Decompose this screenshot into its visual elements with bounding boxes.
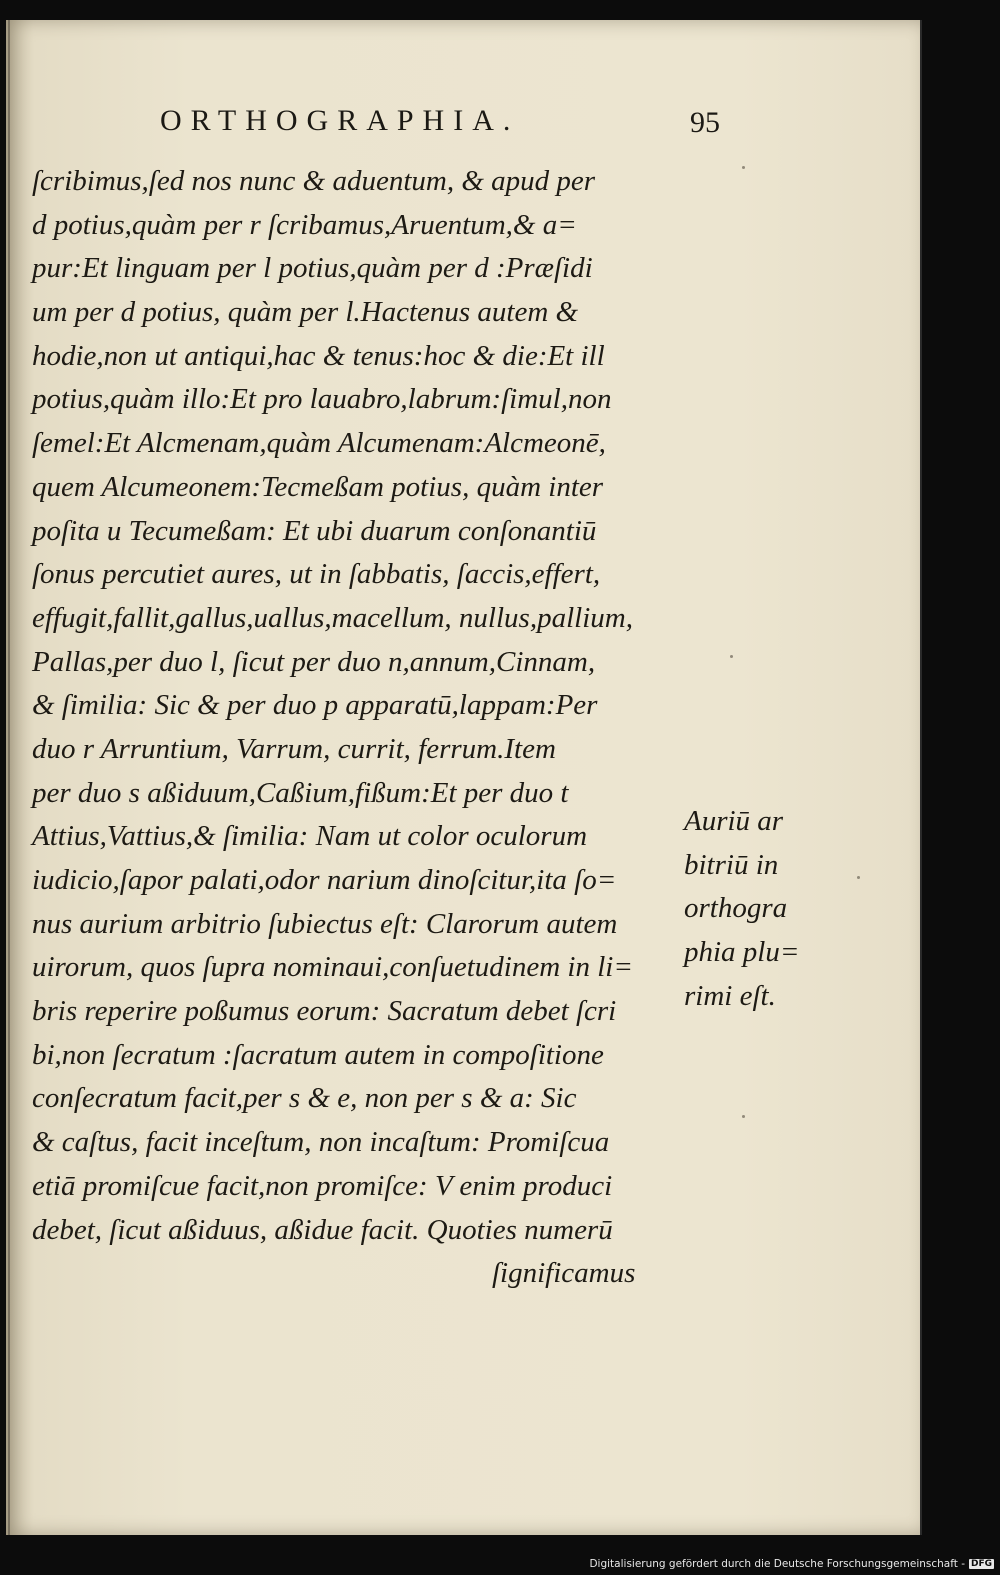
text-line: ſcribimus,ſed nos nunc & aduentum, & apud per <box>32 165 596 197</box>
text-line: potius,quàm illo:Et pro lauabro,labrum:ſimul,non <box>32 383 612 416</box>
page-gutter-edge <box>8 20 10 1535</box>
marginal-note-line: rimi eſt. <box>684 979 776 1012</box>
paper-speck <box>730 655 733 658</box>
text-line: nus aurium arbitrio ſubiectus eſt: Clarorum autem <box>32 907 618 940</box>
marginal-note-line: orthogra <box>684 892 788 925</box>
text-line: & caſtus, facit inceſtum, non incaſtum: Promiſcua <box>32 1126 610 1159</box>
text-line: per duo s aßiduum,Caßium,fißum:Et per duo t <box>32 776 569 809</box>
text-line: bi,non ſecratum :ſacratum autem in compoſitione <box>32 1038 604 1071</box>
marginal-note <box>684 800 824 1018</box>
text-line: effugit,fallit,gallus,uallus,macellum, nullus,pallium, <box>32 601 633 634</box>
text-line: pur:Et linguam per l potius,quàm per d :Præſidi <box>32 252 593 285</box>
text-line: d potius,quàm per r ſcribamus,Aruentum,& a= <box>32 208 577 241</box>
funding-credit-text: Digitalisierung gefördert durch die Deutsche Forschungsgemeinschaft - <box>589 1558 965 1570</box>
text-line: Pallas,per duo l, ſicut per duo n,annum,Cinnam, <box>32 645 596 678</box>
paper-speck <box>742 166 745 169</box>
paper-speck <box>857 876 860 879</box>
text-line: quem Alcumeonem:Tecmeßam potius, quàm inter <box>32 470 604 503</box>
running-title: ORTHOGRAPHIA. <box>160 104 520 137</box>
running-header <box>160 104 720 148</box>
dfg-logo: DFG <box>970 1559 992 1569</box>
text-line: uirorum, quos ſupra nominaui,conſuetudinem in li= <box>32 951 633 984</box>
text-line: poſita u Tecumeßam: Et ubi duarum conſonantiū <box>32 514 597 547</box>
main-text-block <box>32 160 702 1296</box>
marginal-note-line: phia plu= <box>684 936 800 969</box>
text-line: ſemel:Et Alcmenam,quàm Alcumenam:Alcmeonē, <box>32 427 606 460</box>
page-number: 95 <box>690 106 720 139</box>
funding-credit <box>589 1558 994 1570</box>
text-line: bris reperire poßumus eorum: Sacratum debet ſcri <box>32 995 617 1028</box>
text-line: um per d potius, quàm per l.Hactenus autem & <box>32 296 579 329</box>
catchword: ſignificamus <box>492 1257 636 1290</box>
text-line: & ſimilia: Sic & per duo p apparatū,lappam:Per <box>32 689 598 722</box>
paper-speck <box>742 1115 745 1118</box>
text-line: etiā promiſcue facit,non promiſce: V enim produci <box>32 1169 613 1202</box>
text-line: iudicio,ſapor palati,odor narium dinoſcitur,ita ſo= <box>32 864 617 896</box>
text-line: ſonus percutiet aures, ut in ſabbatis, ſaccis,effert, <box>32 558 601 591</box>
text-line: duo r Arruntium, Varrum, currit, ferrum.Item <box>32 732 556 765</box>
marginal-note-line: bitriū in <box>684 848 779 881</box>
text-line: conſecratum facit,per s & e, non per s & a: Sic <box>32 1082 577 1115</box>
text-line: hodie,non ut antiqui,hac & tenus:hoc & die:Et ill <box>32 339 605 372</box>
text-line: debet, ſicut aßiduus, aßidue facit. Quoties numerū <box>32 1213 613 1246</box>
text-line: Attius,Vattius,& ſimilia: Nam ut color oculorum <box>32 820 588 853</box>
marginal-note-line: Auriū ar <box>684 805 784 837</box>
